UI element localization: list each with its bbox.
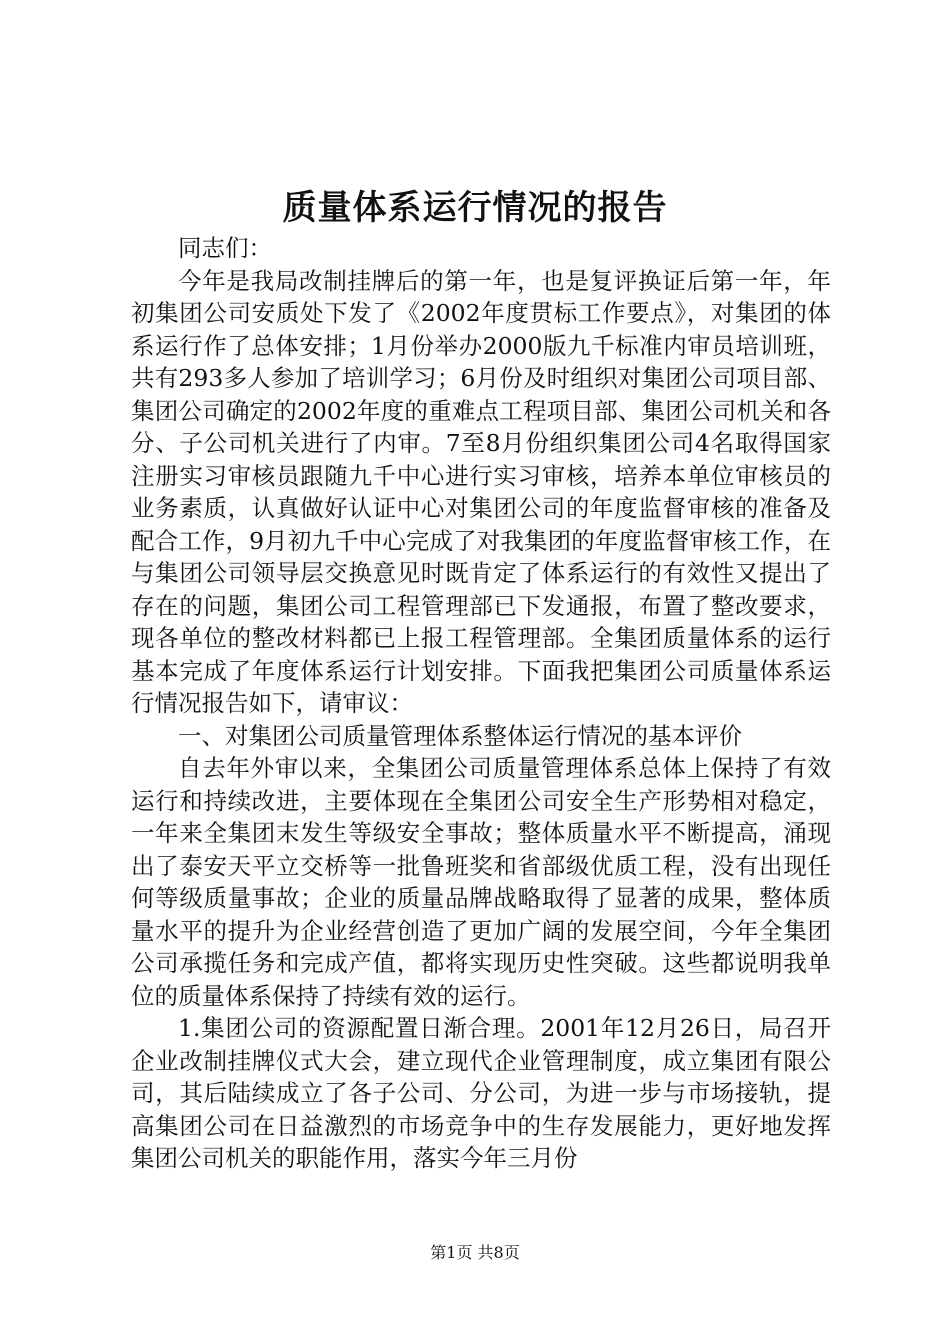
section-heading-1: 一、对集团公司质量管理体系整体运行情况的基本评价 (178, 721, 742, 750)
page-footer: 第1页 共8页 (430, 1243, 520, 1262)
paragraph-evaluation: 自去年外审以来，全集团公司质量管理体系总体上保持了有效运行和持续改进，主要体现在全集团公司安全生产形势相对稳定，一年来全集团末发生等级安全事故；整体质量水平不断提高，涌现出了泰安天平立交桥等一批鲁班奖和省部级优质工程，没有出现任何等级质量事故；企业的质量品牌战略取得了显著的成果，整体质量水平的提升为企业经营创造了更加广阔的发展空间，今年全集团公司承揽任务和完成产值，都将实现历史性突破。这些都说明我单位的质量体系保持了持续有效的运行。 (131, 754, 831, 1010)
document-title: 质量体系运行情况的报告 (282, 188, 668, 228)
paragraph-intro: 今年是我局改制挂牌后的第一年，也是复评换证后第一年，年初集团公司安质处下发了《2002年度贯标工作要点》，对集团的体系运行作了总体安排；1月份举办2000版九千标准内审员培训班，共有293多人参加了培训学习；6月份及时组织对集团公司项目部、集团公司确定的2002年度的重难点工程项目部、集团公司机关和各分、子公司机关进行了内审。7至8月份组织集团公司4名取得国家注册实习审核员跟随九千中心进行实习审核，培养本单位审核员的业务素质，认真做好认证中心对集团公司的年度监督审核的准备及配合工作，9月初九千中心完成了对我集团的年度监督审核工作，在与集团公司领导层交换意见时既肯定了体系运行的有效性又提出了存在的问题，集团公司工程管理部已下发通报，布置了整改要求，现各单位的整改材料都已上报工程管理部。全集团质量体系的运行基本完成了年度体系运行计划安排。下面我把集团公司质量体系运行情况报告如下，请审议： (131, 266, 831, 717)
paragraph-item-1: 1.集团公司的资源配置日渐合理。2001年12月26日，局召开企业改制挂牌仪式大会，建立现代企业管理制度，成立集团有限公司，其后陆续成立了各子公司、分公司，为进一步与市场接轨，提高集团公司在日益激烈的市场竞争中的生存发展能力，更好地发挥集团公司机关的职能作用，落实今年三月份 (131, 1014, 831, 1172)
document-body (131, 232, 831, 1175)
paragraph-salutation: 同志们： (178, 234, 272, 262)
